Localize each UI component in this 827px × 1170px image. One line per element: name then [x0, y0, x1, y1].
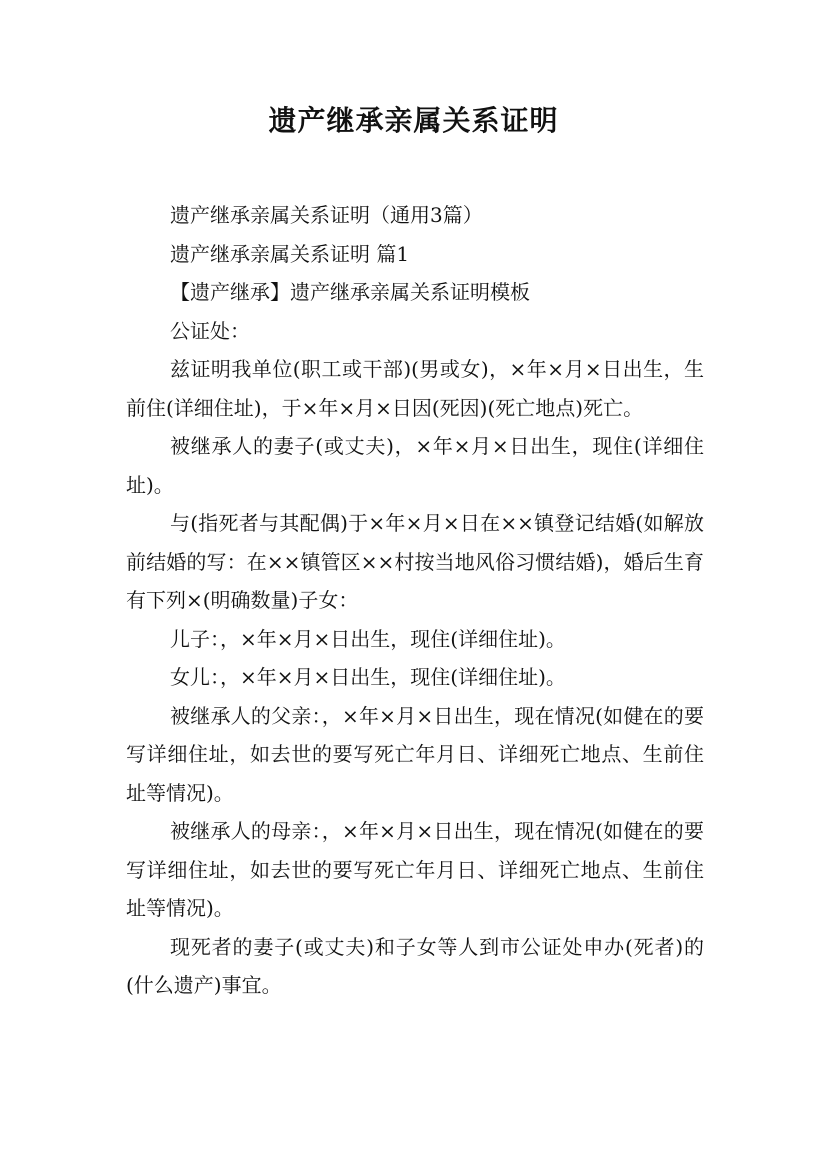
body-paragraph: 儿子：，×年×月×日出生，现住(详细住址)。: [170, 626, 566, 651]
body-paragraph: 兹证明我单位(职工或干部)(男或女)，×年×月×日出生，生前住(详细住址)，于×年×月×日因(死因)(死亡地点)死亡。: [126, 357, 704, 420]
document-body: [126, 196, 704, 1005]
salutation: 公证处：: [170, 318, 250, 343]
subtitle-paragraph: 遗产继承亲属关系证明（通用3篇）: [170, 203, 483, 227]
template-heading: 【遗产继承】遗产继承亲属关系证明模板: [170, 280, 530, 304]
body-paragraph: 被继承人的父亲：，×年×月×日出生，现在情况(如健在的要写详细住址，如去世的要写死亡年月日、详细死亡地点、生前住址等情况)。: [126, 703, 704, 805]
section-heading: 遗产继承亲属关系证明 篇1: [170, 241, 410, 266]
document-title: 遗产继承亲属关系证明: [268, 104, 559, 137]
body-paragraph: 被继承人的母亲：，×年×月×日出生，现在情况(如健在的要写详细住址，如去世的要写死亡年月日、详细死亡地点、生前住址等情况)。: [126, 819, 704, 920]
body-paragraph: 与(指死者与其配偶)于×年×月×日在××镇登记结婚(如解放前结婚的写：在××镇管区××村按当地风俗习惯结婚)，婚后生育有下列×(明确数量)子女：: [126, 511, 704, 612]
body-paragraph: 女儿：，×年×月×日出生，现住(详细住址)。: [170, 665, 566, 689]
body-paragraph: 被继承人的妻子(或丈夫)，×年×月×日出生，现住(详细住址)。: [126, 434, 704, 497]
body-paragraph: 现死者的妻子(或丈夫)和子女等人到市公证处申办(死者)的(什么遗产)事宜。: [126, 934, 704, 997]
